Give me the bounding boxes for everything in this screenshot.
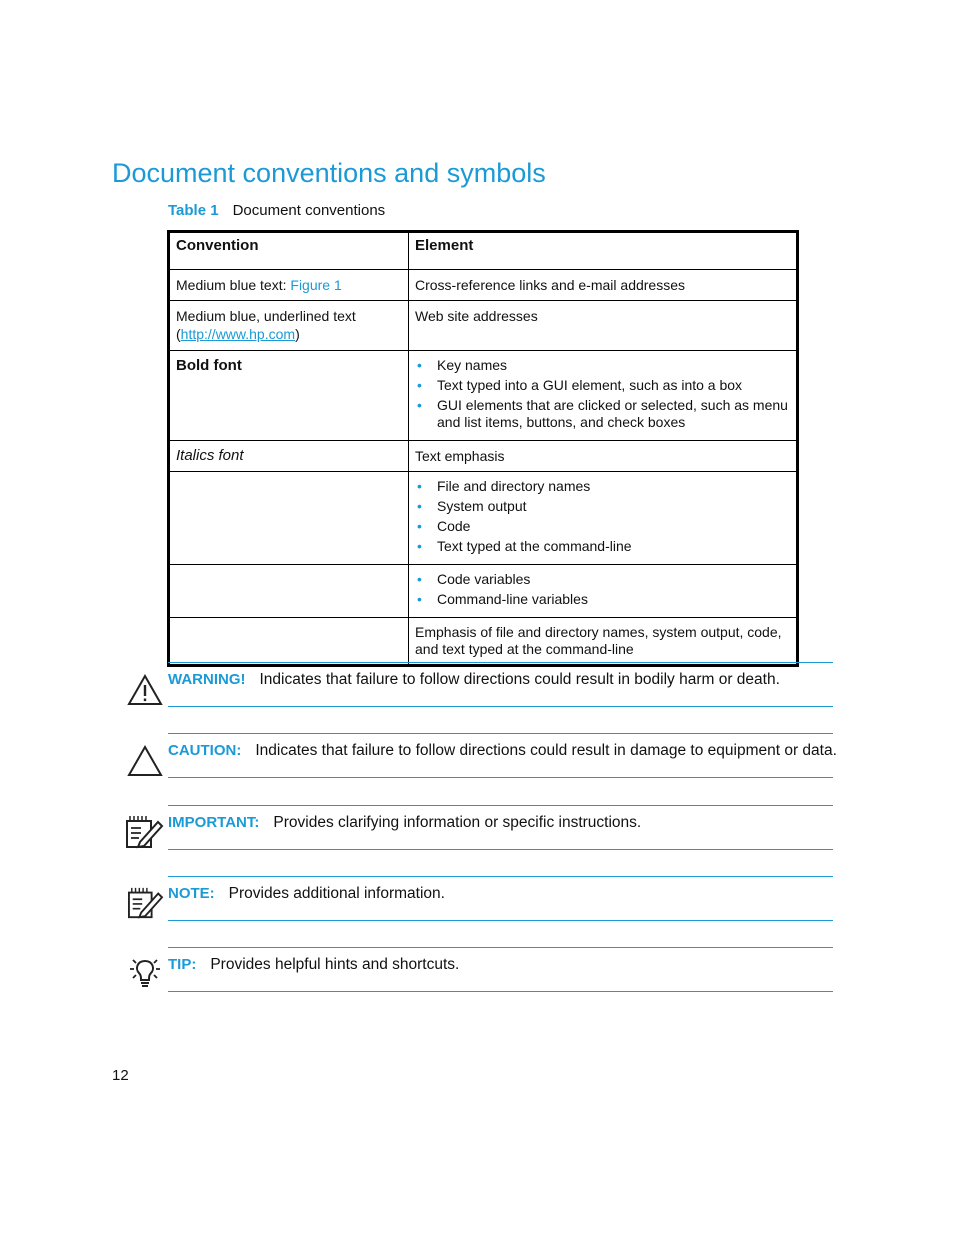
page-number: 12 xyxy=(112,1067,129,1084)
list-item: • Text typed at the command-line xyxy=(437,538,790,555)
table-row xyxy=(169,618,798,666)
header-element: Element xyxy=(409,232,798,270)
element-text: file and directory names, system output, code, and text typed at the command-line xyxy=(415,624,782,657)
table-row xyxy=(169,565,798,618)
important-notice xyxy=(168,805,833,850)
table-row xyxy=(169,270,798,301)
header-convention: Convention xyxy=(169,232,409,270)
list-item: • GUI elements that are clicked or selected, such as menu and list items, buttons, and check boxes xyxy=(437,397,790,431)
caution-text: Indicates that failure to follow directions could result in damage to equipment or data. xyxy=(255,742,837,759)
emphasis-text: Emphasis of xyxy=(415,624,493,640)
list-item: • Code xyxy=(437,518,790,535)
cell-convention xyxy=(169,301,409,351)
cell-element: Cross-reference links and e-mail addresses xyxy=(409,270,798,301)
warning-text: Indicates that failure to follow directions could result in bodily harm or death. xyxy=(259,671,780,688)
table-number: Table 1 xyxy=(168,202,219,219)
important-label: IMPORTANT: xyxy=(168,814,260,831)
list-item: • System output xyxy=(437,498,790,515)
page-title: Document conventions and symbols xyxy=(112,158,546,188)
warning-notice xyxy=(168,662,833,707)
figure-link[interactable]: Figure 1 xyxy=(290,277,342,293)
lightbulb-icon xyxy=(127,955,163,991)
caution-label: CAUTION: xyxy=(168,742,242,759)
caution-triangle-icon xyxy=(127,745,163,777)
list-item: • Key names xyxy=(437,357,790,374)
note-text: Provides additional information. xyxy=(228,885,445,902)
cell-element xyxy=(409,618,798,666)
cell-convention: Italics font xyxy=(169,441,409,472)
cell-element xyxy=(409,565,798,618)
list-item: • Code variables xyxy=(437,571,790,588)
element-list xyxy=(415,478,790,555)
web-link[interactable]: http://www.hp.com xyxy=(180,326,296,342)
notepad-pencil-icon xyxy=(126,886,164,920)
table-header-row xyxy=(169,232,798,270)
cell-convention xyxy=(169,472,409,565)
tip-label: TIP: xyxy=(168,956,197,973)
cell-element: Text emphasis xyxy=(409,441,798,472)
cell-convention: Bold font xyxy=(169,351,409,441)
convention-text: Medium blue, underlined text xyxy=(176,308,356,324)
paren-close: ) xyxy=(295,326,300,342)
warning-label: WARNING! xyxy=(168,671,246,688)
cell-convention xyxy=(169,270,409,301)
cell-element xyxy=(409,472,798,565)
list-item: • File and directory names xyxy=(437,478,790,495)
caution-notice xyxy=(168,733,837,778)
tip-text: Provides helpful hints and shortcuts. xyxy=(210,956,460,973)
table-row xyxy=(169,301,798,351)
table-caption-text: Document conventions xyxy=(232,202,386,219)
table-row xyxy=(169,441,798,472)
important-text: Provides clarifying information or specific instructions. xyxy=(273,814,642,831)
cell-convention xyxy=(169,565,409,618)
tip-notice xyxy=(168,947,833,992)
element-list xyxy=(415,571,790,608)
paren-open: ( xyxy=(176,326,181,342)
warning-triangle-icon xyxy=(127,674,163,706)
table-row xyxy=(169,472,798,565)
list-item: • Command-line variables xyxy=(437,591,790,608)
note-notice xyxy=(168,876,833,921)
cell-element: Web site addresses xyxy=(409,301,798,351)
table-row xyxy=(169,351,798,441)
list-item: • Text typed into a GUI element, such as into a box xyxy=(437,377,790,394)
convention-text: Medium blue text: xyxy=(176,277,291,293)
note-label: NOTE: xyxy=(168,885,215,902)
cell-element xyxy=(409,351,798,441)
notepad-pencil-icon xyxy=(124,814,164,850)
conventions-table xyxy=(167,230,799,667)
table-caption xyxy=(168,202,385,219)
cell-convention xyxy=(169,618,409,666)
element-list xyxy=(415,357,790,431)
